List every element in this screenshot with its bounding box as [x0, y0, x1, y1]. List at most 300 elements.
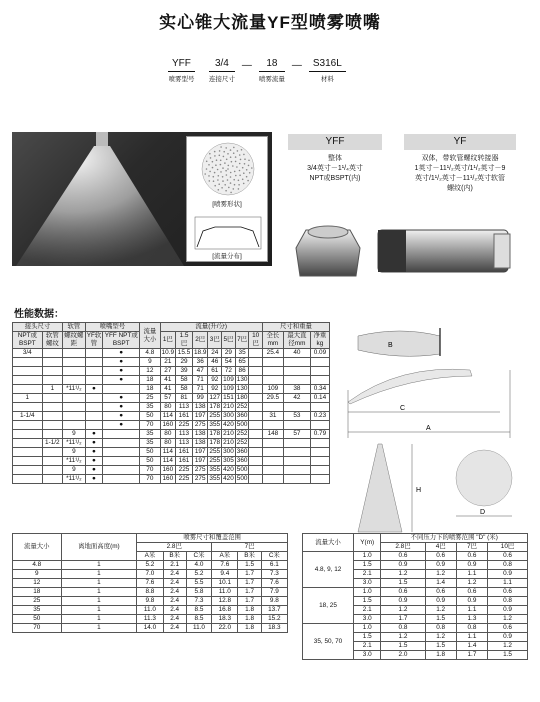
- cell: 1: [61, 624, 137, 633]
- cell-flow: [249, 430, 262, 439]
- cell: 1.7: [238, 597, 261, 606]
- cell-flow: 113: [176, 430, 193, 439]
- cell-flow: 300: [223, 448, 234, 455]
- label-h: H: [416, 487, 422, 494]
- cell-size: 12: [140, 367, 161, 376]
- cell-flow: [249, 475, 262, 484]
- cell-dist: 9: [63, 448, 86, 457]
- cell-wt: 0.09: [310, 349, 329, 358]
- code-flow: 18 喷雾流量: [258, 58, 285, 83]
- cell: 8.5: [186, 615, 211, 624]
- cell-flow: 160: [160, 475, 175, 484]
- cell-yf: [85, 403, 103, 412]
- th-cov-7: 7巴: [212, 543, 288, 552]
- cell: 0.9: [381, 561, 425, 570]
- cell: 7.0: [137, 570, 163, 579]
- cell-conn: [13, 403, 43, 412]
- th-cov-c: C米: [186, 552, 211, 561]
- cell: 1.2: [488, 615, 528, 624]
- yf-desc: 双体，带软管螺纹转接器 1英寸－11¹/₂英寸/1¹/₂英寸－9 英寸/1¹/₂英寸－11¹/₂英寸软管 螺纹(内): [414, 155, 506, 192]
- cell-yf: [85, 412, 103, 421]
- cell-yf: [85, 367, 103, 376]
- cell: 1.8: [425, 651, 456, 660]
- cell-yf: [85, 421, 103, 430]
- cell: 7.6: [212, 561, 238, 570]
- cell: 0.6: [381, 552, 425, 561]
- cell-flow: 161: [176, 412, 193, 421]
- cell: 16.8: [212, 606, 238, 615]
- cell: 1.3: [456, 615, 487, 624]
- cell-hose: [42, 367, 63, 376]
- table-row: [13, 403, 330, 412]
- cell-flow: 161: [176, 448, 193, 457]
- th-cov-b2: B米: [238, 552, 261, 561]
- cell: 9: [13, 570, 62, 579]
- table-row: [13, 615, 288, 624]
- cell: 12: [13, 579, 62, 588]
- cell: 70: [13, 624, 62, 633]
- cell: 1.1: [456, 570, 487, 579]
- cell-dist: 9: [63, 430, 86, 439]
- cell-hose: [42, 421, 63, 430]
- cell-dia: 40: [283, 349, 310, 358]
- table-row: [13, 624, 288, 633]
- th-p1: 1巴: [160, 332, 175, 349]
- cell-yf: [85, 349, 103, 358]
- cell-flow: 420: [223, 475, 234, 482]
- cell: 0.9: [456, 561, 487, 570]
- cell-conn: [13, 475, 43, 484]
- cell: 1.1: [456, 606, 487, 615]
- spray-pattern-inset: [186, 136, 268, 262]
- cell-flow: [249, 466, 262, 475]
- table-row: [13, 412, 330, 421]
- cell-size: 18, 25: [303, 588, 354, 624]
- cell: 2.4: [163, 615, 186, 624]
- cell-dia: [283, 358, 310, 367]
- cell-flow: 113: [176, 403, 193, 412]
- th-dia-y: Y(m): [354, 534, 381, 552]
- cell-flow: 225: [176, 466, 193, 475]
- cell-conn: [13, 430, 43, 439]
- cell-flow: 109: [223, 385, 234, 392]
- cell-flow: 109: [223, 376, 234, 383]
- cell: 7.6: [137, 579, 163, 588]
- coverage-table: [12, 533, 288, 633]
- cell: 1: [61, 579, 137, 588]
- cell-hose: [42, 358, 63, 367]
- cell-yff: [103, 466, 140, 475]
- cell-conn: 1: [13, 394, 43, 403]
- code-dash: —: [291, 60, 302, 71]
- cell: 1.2: [381, 633, 425, 642]
- cell-len: [262, 475, 283, 484]
- cell: 0.8: [488, 597, 528, 606]
- th-dia-p3: 7巴: [456, 543, 487, 552]
- table-row: [13, 570, 288, 579]
- cell-dist: *11¹/₂: [63, 457, 86, 466]
- cell: 1.0: [354, 552, 381, 561]
- cell: 0.8: [381, 624, 425, 633]
- cell: 1.8: [238, 624, 261, 633]
- cell-flow: [249, 457, 262, 466]
- cell-flow: [249, 403, 262, 412]
- th-dia-size: 流量大小: [303, 534, 354, 552]
- cell-flow: 61: [208, 367, 222, 376]
- cell-size: 35: [140, 439, 161, 448]
- cell-dist: [63, 349, 86, 358]
- table-row: [13, 349, 330, 358]
- cell: 1: [61, 606, 137, 615]
- cell-dist: *11¹/₂: [63, 385, 86, 394]
- cell: 0.6: [425, 552, 456, 561]
- cell-dist: *11¹/₂: [63, 475, 86, 484]
- cell: 1.5: [381, 579, 425, 588]
- cell: 1.1: [488, 579, 528, 588]
- cell-flow: 21: [160, 358, 175, 367]
- cell: 5.8: [186, 588, 211, 597]
- cell-conn: [13, 385, 43, 394]
- th-hose-dist: 螺纹螺距: [64, 332, 84, 347]
- cell-len: [262, 457, 283, 466]
- cell-flow: 10.9: [161, 349, 175, 356]
- cell: 2.4: [163, 597, 186, 606]
- cell: 7.3: [186, 597, 211, 606]
- flow-label: [流量分布]: [212, 253, 242, 260]
- cell-flow: 72: [222, 367, 236, 376]
- cell-flow: 71: [192, 376, 207, 385]
- cell: 1.0: [354, 624, 381, 633]
- th-p2: 1.5巴: [176, 332, 193, 349]
- cell: 6.1: [261, 561, 287, 570]
- table-row: [13, 448, 330, 457]
- cell: 1: [61, 570, 137, 579]
- cell-dia: [283, 367, 310, 376]
- cell-flow: 36: [192, 358, 207, 367]
- performance-table: [12, 322, 330, 484]
- cell: 2.4: [163, 570, 186, 579]
- cell: 1.7: [238, 579, 261, 588]
- cell-dist: [63, 376, 86, 385]
- cell: 11.0: [212, 588, 238, 597]
- yff-desc: 整体 3/4英寸－1¹/₄英寸 NPT或BSPT(内): [307, 155, 363, 182]
- cell-flow: 210: [223, 403, 234, 410]
- cell-wt: 0.14: [310, 394, 329, 403]
- cell: 2.4: [163, 606, 186, 615]
- th-conn: 接头尺寸: [13, 323, 63, 332]
- cell-dia: [283, 403, 310, 412]
- cell: 1.7: [238, 570, 261, 579]
- cell: 25: [13, 597, 62, 606]
- cell-flow: 197: [192, 448, 207, 457]
- cell: 1.2: [381, 570, 425, 579]
- cell-len: 109: [262, 385, 283, 394]
- page-title: 实心锥大流量YF型喷雾喷嘴: [159, 13, 381, 32]
- cell-size: 18: [140, 376, 161, 385]
- cell-hose: [42, 349, 63, 358]
- cell-yff: ●: [103, 376, 140, 385]
- cell: 0.9: [456, 597, 487, 606]
- cell-dia: [283, 421, 310, 430]
- cell: 1: [61, 588, 137, 597]
- table-row: [13, 475, 330, 484]
- cell-flow: 355: [209, 421, 221, 428]
- cell-flow: [249, 376, 262, 385]
- cell-flow: 197: [192, 457, 207, 466]
- cell-dia: [283, 466, 310, 475]
- cell-size: 35: [140, 430, 161, 439]
- cell-len: 25.4: [262, 349, 283, 358]
- cell: 2.1: [354, 642, 381, 651]
- cell-flow: 178: [209, 403, 221, 410]
- cell-flow: 225: [176, 475, 193, 484]
- section-label: 性能数据：: [14, 309, 64, 320]
- cell: 1.5: [354, 633, 381, 642]
- cell-size: 9: [140, 358, 161, 367]
- th-cov-range: 喷雾尺寸和覆盖范围: [137, 534, 288, 543]
- cell-yff: [103, 430, 140, 439]
- cell-flow: [249, 349, 262, 358]
- cell-flow: 210: [223, 439, 234, 446]
- cell-hose: [42, 376, 63, 385]
- cell-len: [262, 358, 283, 367]
- cell-dist: [63, 403, 86, 412]
- model-code-diagram: [168, 58, 346, 83]
- cell-yf: [85, 358, 103, 367]
- cell: 1.4: [425, 579, 456, 588]
- label-b: B: [388, 342, 393, 349]
- cell-wt: [310, 367, 329, 376]
- cell: 10.1: [212, 579, 238, 588]
- cell-wt: [310, 439, 329, 448]
- cell-flow: 420: [223, 421, 234, 428]
- cell-size: 18: [140, 385, 161, 394]
- cell-flow: 81: [176, 394, 193, 403]
- cell-flow: 80: [160, 430, 175, 439]
- cell-hose: 1: [42, 385, 63, 394]
- cell-hose: [42, 466, 63, 475]
- cell: 7.6: [261, 579, 287, 588]
- cell-conn: [13, 358, 43, 367]
- cell: 5.5: [186, 579, 211, 588]
- table-row: [13, 439, 330, 448]
- cell: 22.0: [212, 624, 238, 633]
- cell-dist: [63, 358, 86, 367]
- cell-size: 50: [140, 448, 161, 457]
- cell-conn: [13, 376, 43, 385]
- cell-size: 70: [140, 475, 161, 484]
- cell-flow: 355: [209, 466, 221, 473]
- cell: 0.6: [488, 552, 528, 561]
- cell: 1.1: [456, 633, 487, 642]
- cell: 13.7: [261, 606, 287, 615]
- cell: 1: [61, 597, 137, 606]
- cell: 7.9: [261, 588, 287, 597]
- cell: 0.6: [456, 552, 487, 561]
- cell-len: 29.5: [262, 394, 283, 403]
- cell: 0.6: [425, 588, 456, 597]
- cell-conn: [13, 457, 43, 466]
- cell-flow: 197: [192, 412, 207, 421]
- table-row: [13, 358, 330, 367]
- cell: 2.4: [163, 588, 186, 597]
- th-yf: YF软管: [86, 332, 102, 347]
- th-cov-size: 流量大小: [13, 534, 62, 561]
- cell-flow: [249, 385, 262, 394]
- cell: 8.5: [186, 606, 211, 615]
- cell: 1.5: [488, 651, 528, 660]
- table-row: [13, 561, 288, 570]
- cell: 2.4: [163, 579, 186, 588]
- cell: 1.4: [456, 642, 487, 651]
- pattern-label: [喷雾形状]: [212, 201, 242, 208]
- cell-conn: [13, 421, 43, 430]
- table-row: [13, 457, 330, 466]
- cell: 2.0: [381, 651, 425, 660]
- cell-flow: 420: [223, 466, 234, 473]
- cell-size: 25: [140, 394, 161, 403]
- cell-dia: 57: [283, 430, 310, 439]
- cell-conn: [13, 439, 43, 448]
- cell-yff: [103, 457, 140, 466]
- cell: 0.6: [456, 588, 487, 597]
- cell: 1.5: [425, 615, 456, 624]
- cell-flow: 252: [236, 439, 248, 446]
- cell-flow: [249, 394, 262, 403]
- cell-flow: 18.9: [193, 349, 207, 356]
- cell: 3.0: [354, 651, 381, 660]
- cell: 15.2: [261, 615, 287, 624]
- cell-len: [262, 367, 283, 376]
- cell: 9.8: [261, 597, 287, 606]
- cell-flow: 500: [236, 475, 248, 482]
- th-p3: 2巴: [192, 332, 207, 349]
- cell-conn: [13, 448, 43, 457]
- cell: 9.8: [137, 597, 163, 606]
- cell-dist: [63, 394, 86, 403]
- cell: 50: [13, 615, 62, 624]
- cell-flow: 65: [235, 358, 249, 367]
- th-dia-p2: 4巴: [425, 543, 456, 552]
- cell-flow: 80: [160, 403, 175, 412]
- cell: 0.6: [488, 588, 528, 597]
- table-row: [13, 579, 288, 588]
- cell: 0.8: [425, 624, 456, 633]
- cell: 4.0: [186, 561, 211, 570]
- cell-size: 50: [140, 412, 161, 421]
- cell-wt: [310, 448, 329, 457]
- cell-flow: 99: [192, 394, 207, 403]
- cell: 3.0: [354, 579, 381, 588]
- cell: 1.5: [238, 561, 261, 570]
- table-row: [303, 624, 528, 633]
- cell-len: 31: [262, 412, 283, 421]
- cell: 1.5: [381, 642, 425, 651]
- table-row: [13, 588, 288, 597]
- th-hose-thread: 软管螺纹: [42, 332, 63, 349]
- cell-dist: [63, 421, 86, 430]
- cell: 0.9: [425, 561, 456, 570]
- cell-flow: 275: [192, 421, 207, 430]
- cell: 1.2: [381, 606, 425, 615]
- cell-dia: 42: [283, 394, 310, 403]
- cell: 11.3: [137, 615, 163, 624]
- table-row: [13, 606, 288, 615]
- cell-wt: 0.34: [310, 385, 329, 394]
- cell-flow: 130: [236, 376, 248, 383]
- cell-yf: ●: [85, 466, 103, 475]
- th-p7: 10巴: [249, 332, 262, 349]
- nozzle-product-images: [284, 214, 520, 290]
- table-row: [13, 394, 330, 403]
- cell: 1.5: [425, 642, 456, 651]
- yf-heading: YF: [404, 134, 516, 150]
- cell-dist: *11¹/₂: [63, 439, 86, 448]
- yff-heading: YFF: [288, 134, 382, 150]
- cell-flow: 54: [222, 358, 236, 367]
- cell-yf: ●: [85, 385, 103, 394]
- cell-yf: ●: [85, 430, 103, 439]
- cell: 0.9: [381, 597, 425, 606]
- cell-flow: 127: [209, 394, 221, 401]
- cell-flow: 255: [209, 448, 221, 455]
- cell-flow: 114: [160, 448, 175, 457]
- cell-flow: 160: [160, 466, 175, 475]
- cell-wt: 0.79: [310, 430, 329, 439]
- cell-dist: 9: [63, 466, 86, 475]
- th-yff: YFF NPT或BSPT: [104, 332, 138, 347]
- cell-flow: 138: [192, 403, 207, 412]
- cell-wt: [310, 457, 329, 466]
- table-row: [13, 430, 330, 439]
- cell-flow: [249, 367, 262, 376]
- cell: 2.1: [163, 561, 186, 570]
- table-row: [13, 385, 330, 394]
- cell-size: 4.8: [140, 349, 161, 358]
- th-dims: 尺寸和重量: [262, 323, 329, 332]
- cell-dia: 53: [283, 412, 310, 421]
- cell-len: 148: [262, 430, 283, 439]
- cell-flow: 255: [209, 412, 221, 419]
- cell: 7.3: [261, 570, 287, 579]
- cell: 1.5: [354, 597, 381, 606]
- cell: 1: [61, 615, 137, 624]
- cell-flow: 35: [235, 349, 249, 358]
- cell: 18: [13, 588, 62, 597]
- cell: 0.8: [488, 561, 528, 570]
- cell-yff: ●: [103, 358, 140, 367]
- cell: 0.9: [425, 597, 456, 606]
- cell-flow: 178: [209, 430, 221, 437]
- cell-yff: ●: [103, 421, 140, 430]
- cell-size: 70: [140, 421, 161, 430]
- cell-yf: ●: [85, 439, 103, 448]
- table-row: [303, 552, 528, 561]
- cell-flow: 39: [176, 367, 193, 376]
- cell-flow: 360: [236, 457, 248, 464]
- cell-flow: 86: [235, 367, 249, 376]
- spray-height-diagram: [344, 442, 524, 542]
- cell: 2.4: [163, 624, 186, 633]
- cell-flow: 252: [236, 403, 248, 410]
- cell-yff: [103, 385, 140, 394]
- cell-len: [262, 403, 283, 412]
- cell: 1.8: [238, 615, 261, 624]
- cell-wt: 0.23: [310, 412, 329, 421]
- cell-dia: [283, 457, 310, 466]
- table-row: [13, 376, 330, 385]
- cell: 1.2: [488, 642, 528, 651]
